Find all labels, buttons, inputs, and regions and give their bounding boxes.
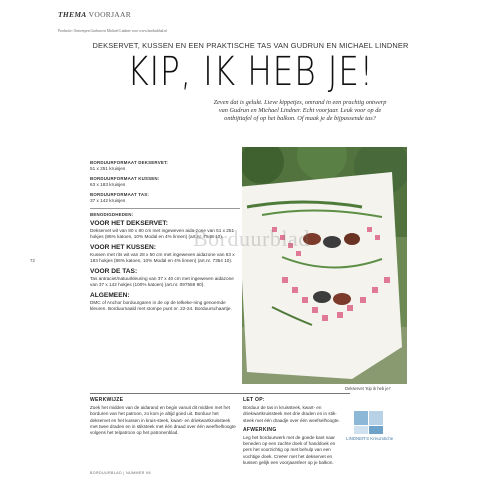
item-text: Dekservet wit van 80 x 80 cm met ingeweven aida-zone van 51 x 251 hokjes (86% katoen, 10% Modal en 4% linnen) (art.nr. 7548 10). (90, 228, 235, 239)
section-title: VOORJAAR (88, 10, 132, 19)
intro-line: Zeven dat is gelukt. Lieve kippetjes, omrand in een prachtig ontwerp (213, 99, 387, 106)
intro-line: van Gudrun en Michael Lindner. Echt voorjaar. Leuk voor op de (218, 107, 382, 115)
section-label: THEMA (58, 10, 87, 19)
letop-text: Borduur de tas in kruissteek, kwart- en driekwartkruissteek met drie draden en in stik-steek met één draadje over één weefselhoogte. (243, 405, 340, 423)
logo-graphic (346, 409, 412, 447)
intro-line: ontbijttafel of op het balkon. Of maak je de bijpassende tas? (224, 115, 376, 123)
watermark: Borduurblad (193, 226, 310, 251)
section-divider (90, 393, 350, 394)
page-number: 72 (30, 258, 36, 263)
werkwijze-title: WERKWIJZE (90, 397, 124, 403)
item-text: Tas antraciet/natuurkleuring van 37 x 40 cm met ingeweven aidazone van 37 x 142 hokjes (100% katoen) (art.nr. 097559 90). (90, 276, 234, 287)
spec-label: BORDUURFORMAAT KUSSEN: (90, 176, 160, 181)
lindners-logo (346, 409, 412, 447)
item-text: Kussen met rits wit van 28 x 50 cm met ingeweven aidazone van 63 x 183 hokjes (86% katoen, 10% Modal en 4% linnen) (art.nr. 7354 10). (90, 252, 235, 263)
intro-text (150, 99, 450, 124)
spec-label: BORDUURFORMAAT DEKSERVET: (90, 160, 169, 165)
item-title: VOOR DE TAS: (90, 268, 138, 275)
photo-caption: Dekservet 'Kip ik heb je!' (345, 386, 391, 391)
letop-title: LET OP: (243, 397, 265, 403)
footer: BORDUURBLAD | NUMMER 98 (90, 471, 151, 475)
afwerking-title: AFWERKING (243, 426, 277, 433)
werkwijze-text: Zoek het midden van de aidarand en begin vanuit dit midden met het borduren van het patroon, zo kom je altijd goed uit. Borduur het dekservet en het kussen in kruis-steek, kwart- en driekwartkruissteek met twee draden en in stiksteek met één draad over één weefhelhoogte volgens het telpatroon op het patronenblad. (90, 405, 236, 436)
item-title: VOOR HET KUSSEN: (90, 244, 156, 251)
tablecloth-photo (242, 147, 407, 384)
spec-value: 63 x 183 kruisjes (90, 182, 126, 187)
divider (90, 208, 240, 209)
magazine-header (58, 10, 131, 19)
instructions-column (243, 397, 345, 466)
photo-illustration (242, 147, 407, 384)
kicker: DEKSERVET, KUSSEN EN EEN PRAKTISCHE TAS VAN GUDRUN EN MICHAEL LINDNER (92, 41, 409, 50)
logo-text: LINDNER'S Kreuzstiche (346, 436, 394, 441)
spec-value: 51 x 251 kruisjes (90, 166, 126, 171)
item-text: DMC of Anchor borduurgaren in de op de telkeke-ning genoemde kleuren. Borduurnaald met stompe punt nr. 22-24. Borduurschaartje. (90, 300, 232, 311)
credits-line: Productie: Ontwerpen Gudrun en Michael Lindner voor www.bordurblad.nl (58, 29, 168, 33)
werkwijze-column (90, 397, 236, 436)
item-title: ALGEMEEN: (90, 292, 130, 299)
item-title: VOOR HET DEKSERVET: (90, 220, 168, 227)
materials-label: BENODIGDHEDEN: (90, 212, 134, 217)
afwerking-text: Leg het borduurwerk met de goede kant naar beneden op een zachte doek of handdoek en pers het voorzichtig op met behulp van een vochtige doek. Creëer met het dekservet en kussen gelijk een voorjaarsfeer op je balkon. (243, 434, 336, 466)
spec-value: 37 x 142 kruisjes (90, 198, 126, 203)
spec-label: BORDUURFORMAAT TAS: (90, 192, 149, 197)
headline: KIP, IK HEB JE! (127, 49, 374, 95)
